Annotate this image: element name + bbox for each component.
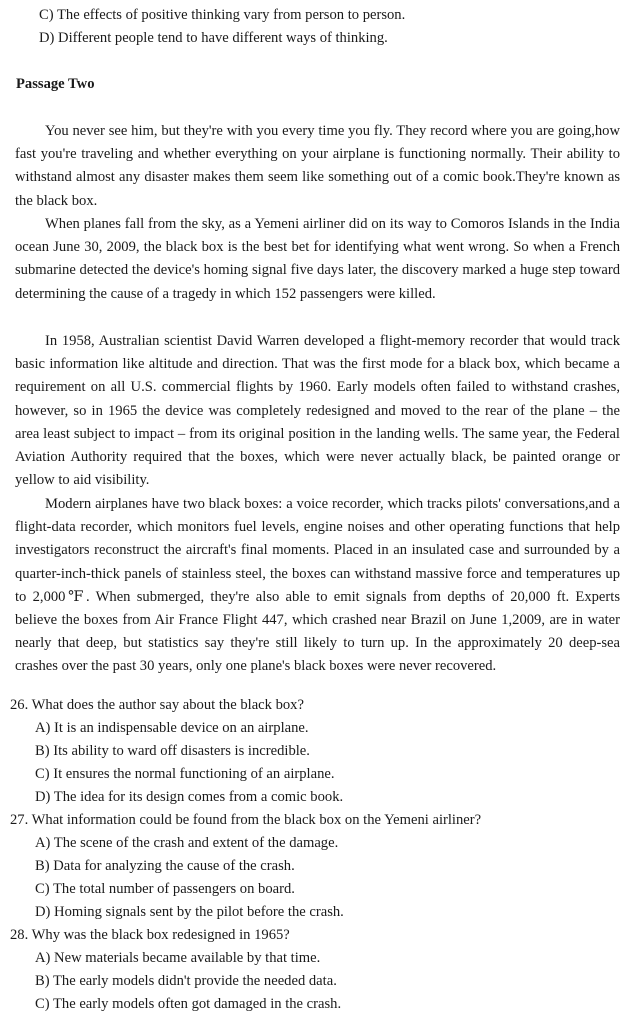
question-stem: 26. What does the author say about the black box? xyxy=(10,697,304,713)
answer-option-d: D) Homing signals sent by the pilot before the crash. xyxy=(35,904,344,920)
answer-option-b: B) The early models didn't provide the needed data. xyxy=(35,973,337,989)
previous-option-c: C) The effects of positive thinking vary from person to person. xyxy=(39,7,406,23)
answer-option-c: C) The total number of passengers on board. xyxy=(35,881,295,897)
answer-option-c: C) It ensures the normal functioning of an airplane. xyxy=(35,766,335,782)
passage-paragraph-4: Modern airplanes have two black boxes: a voice recorder, which tracks pilots' conversations,and a flight-data recorder, which monitors fuel levels, engine noises and other operating functions that help investigators reconstruct the aircraft's final moments. Placed in an insulated case and surrounded by a quarter-inch-thick panels of stainless steel, the boxes can withstand massive force and temperatures up to 2,000℉. When submerged, they're also able to emit signals from depths of 20,000 ft. Experts believe the boxes from Air France Flight 447, which crashed near Brazil on June 1,2009, are in water nearly that deep, but statistics say they're still likely to turn up. In the approximately 20 deep-sea crashes over the past 30 years, only one plane's black boxes were never recovered. xyxy=(15,496,620,675)
answer-option-b: B) Its ability to ward off disasters is incredible. xyxy=(35,743,310,759)
question-stem: 27. What information could be found from the black box on the Yemeni airliner? xyxy=(10,812,482,828)
answer-option-b: B) Data for analyzing the cause of the crash. xyxy=(35,858,295,874)
answer-option-c: C) The early models often got damaged in the crash. xyxy=(35,996,342,1012)
answer-option-a: A) New materials became available by that time. xyxy=(35,950,321,966)
passage-paragraph-1: You never see him, but they're with you every time you fly. They record where you are going,how fast you're traveling and whether everything on your airplane is functioning normally. Their ability to withstand almost any disaster makes them seem like something out of a comic book.They're known as the black box. xyxy=(15,123,620,209)
answer-option-d: D) The idea for its design comes from a comic book. xyxy=(35,789,344,805)
passage-paragraph-3: In 1958, Australian scientist David Warren developed a flight-memory recorder that would track basic information like altitude and direction. That was the first mode for a black box, which became a requirement on all U.S. commercial flights by 1960. Early models often failed to withstand crashes, however, so in 1965 the device was completely redesigned and moved to the rear of the plane – the area least subject to impact – from its original position in the landing wells. The same year, the Federal Aviation Authority required that the boxes, which were never actually black, be painted orange or yellow to aid visibility. xyxy=(15,333,620,489)
passage-title: Passage Two xyxy=(16,76,95,92)
answer-option-a: A) It is an indispensable device on an airplane. xyxy=(35,720,309,736)
passage-paragraph-2: When planes fall from the sky, as a Yemeni airliner did on its way to Comoros Islands in the India ocean June 30, 2009, the black box is the best bet for identifying what went wrong. So when a French submarine detected the device's homing signal five days later, the discovery marked a huge step toward determining the cause of a tragedy in which 152 passengers were killed. xyxy=(15,216,620,302)
question-stem: 28. Why was the black box redesigned in 1965? xyxy=(10,927,290,943)
answer-option-a: A) The scene of the crash and extent of the damage. xyxy=(35,835,339,851)
previous-option-d: D) Different people tend to have different ways of thinking. xyxy=(39,30,388,46)
